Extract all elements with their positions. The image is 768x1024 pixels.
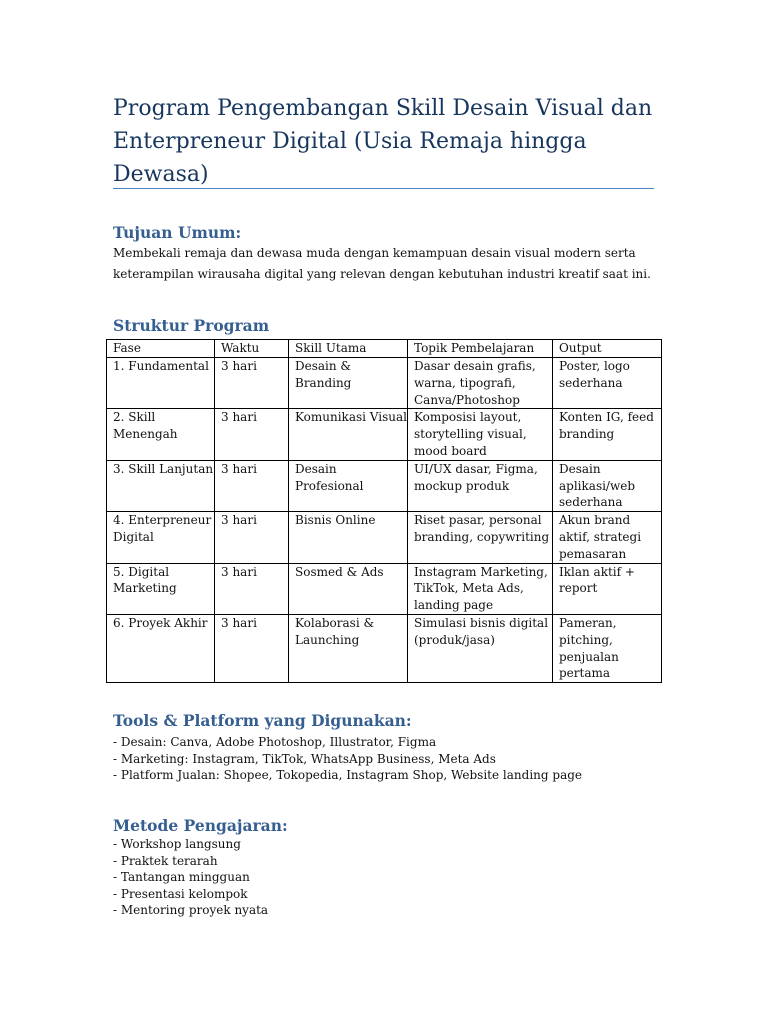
cell-output: Poster, logo sederhana — [553, 358, 662, 409]
heading-metode-pengajaran: Metode Pengajaran: — [113, 816, 288, 835]
cell-fase: 2. Skill Menengah — [107, 409, 215, 460]
metode-list — [113, 836, 673, 919]
cell-topik: Riset pasar, personal branding, copywriting — [408, 512, 553, 563]
cell-fase: 5. Digital Marketing — [107, 563, 215, 614]
cell-topik: UI/UX dasar, Figma, mockup produk — [408, 460, 553, 511]
cell-waktu: 3 hari — [215, 460, 289, 511]
cell-waktu: 3 hari — [215, 358, 289, 409]
list-item: - Mentoring proyek nyata — [113, 903, 269, 918]
cell-topik: Dasar desain grafis, warna, tipografi, Canva/Photoshop — [408, 358, 553, 409]
header-topik-pembelajaran: Topik Pembelajaran — [408, 340, 553, 358]
list-item: - Workshop langsung — [113, 837, 241, 851]
cell-output: Pameran, pitching, penjualan pertama — [553, 614, 662, 682]
heading-tujuan-umum: Tujuan Umum: — [113, 223, 242, 242]
cell-waktu: 3 hari — [215, 409, 289, 460]
table-row — [107, 614, 662, 682]
cell-skill-utama: Komunikasi Visual — [289, 409, 408, 460]
header-output: Output — [553, 340, 662, 358]
cell-skill-utama: Kolaborasi & Launching — [289, 614, 408, 682]
cell-output: Desain aplikasi/web sederhana — [553, 460, 662, 511]
table-header-row — [107, 340, 662, 358]
cell-output: Iklan aktif + report — [553, 563, 662, 614]
heading-struktur-program: Struktur Program — [113, 316, 270, 335]
cell-waktu: 3 hari — [215, 614, 289, 682]
cell-fase: 4. Enterpreneur Digital — [107, 512, 215, 563]
table-row — [107, 460, 662, 511]
cell-skill-utama: Bisnis Online — [289, 512, 408, 563]
cell-topik: Instagram Marketing, TikTok, Meta Ads, landing page — [408, 563, 553, 614]
table-row — [107, 358, 662, 409]
document-title: Program Pengembangan Skill Desain Visual dan Enterpreneur Digital (Usia Remaja hingga Dewasa) — [113, 96, 653, 187]
program-structure-table — [106, 339, 662, 683]
header-waktu: Waktu — [215, 340, 289, 358]
list-item: - Praktek terarah — [113, 853, 218, 868]
cell-skill-utama: Desain Profesional — [289, 460, 408, 511]
list-item: - Desain: Canva, Adobe Photoshop, Illustrator, Figma — [113, 735, 437, 749]
cell-fase: 3. Skill Lanjutan — [107, 460, 215, 511]
cell-fase: 6. Proyek Akhir — [107, 614, 215, 682]
header-skill-utama: Skill Utama — [289, 340, 408, 358]
table-row — [107, 563, 662, 614]
cell-skill-utama: Sosmed & Ads — [289, 563, 408, 614]
cell-skill-utama: Desain & Branding — [289, 358, 408, 409]
list-item: - Platform Jualan: Shopee, Tokopedia, Instagram Shop, Website landing page — [113, 768, 583, 783]
cell-waktu: 3 hari — [215, 563, 289, 614]
cell-waktu: 3 hari — [215, 512, 289, 563]
title-divider — [113, 188, 654, 189]
cell-output: Akun brand aktif, strategi pemasaran — [553, 512, 662, 563]
cell-output: Konten IG, feed branding — [553, 409, 662, 460]
table-row — [107, 512, 662, 563]
list-item: - Marketing: Instagram, TikTok, WhatsApp Business, Meta Ads — [113, 751, 496, 766]
heading-tools-platform: Tools & Platform yang Digunakan: — [113, 711, 412, 730]
cell-fase: 1. Fundamental — [107, 358, 215, 409]
cell-topik: Komposisi layout, storytelling visual, mood board — [408, 409, 553, 460]
tujuan-umum-paragraph: Membekali remaja dan dewasa muda dengan kemampuan desain visual modern serta keterampilan wirausaha digital yang relevan dengan kebutuhan industri kreatif saat ini. — [113, 246, 651, 281]
tools-list — [113, 734, 673, 784]
header-fase: Fase — [107, 340, 215, 358]
list-item: - Tantangan mingguan — [113, 870, 250, 885]
cell-topik: Simulasi bisnis digital (produk/jasa) — [408, 614, 553, 682]
table-row — [107, 409, 662, 460]
list-item: - Presentasi kelompok — [113, 886, 248, 901]
